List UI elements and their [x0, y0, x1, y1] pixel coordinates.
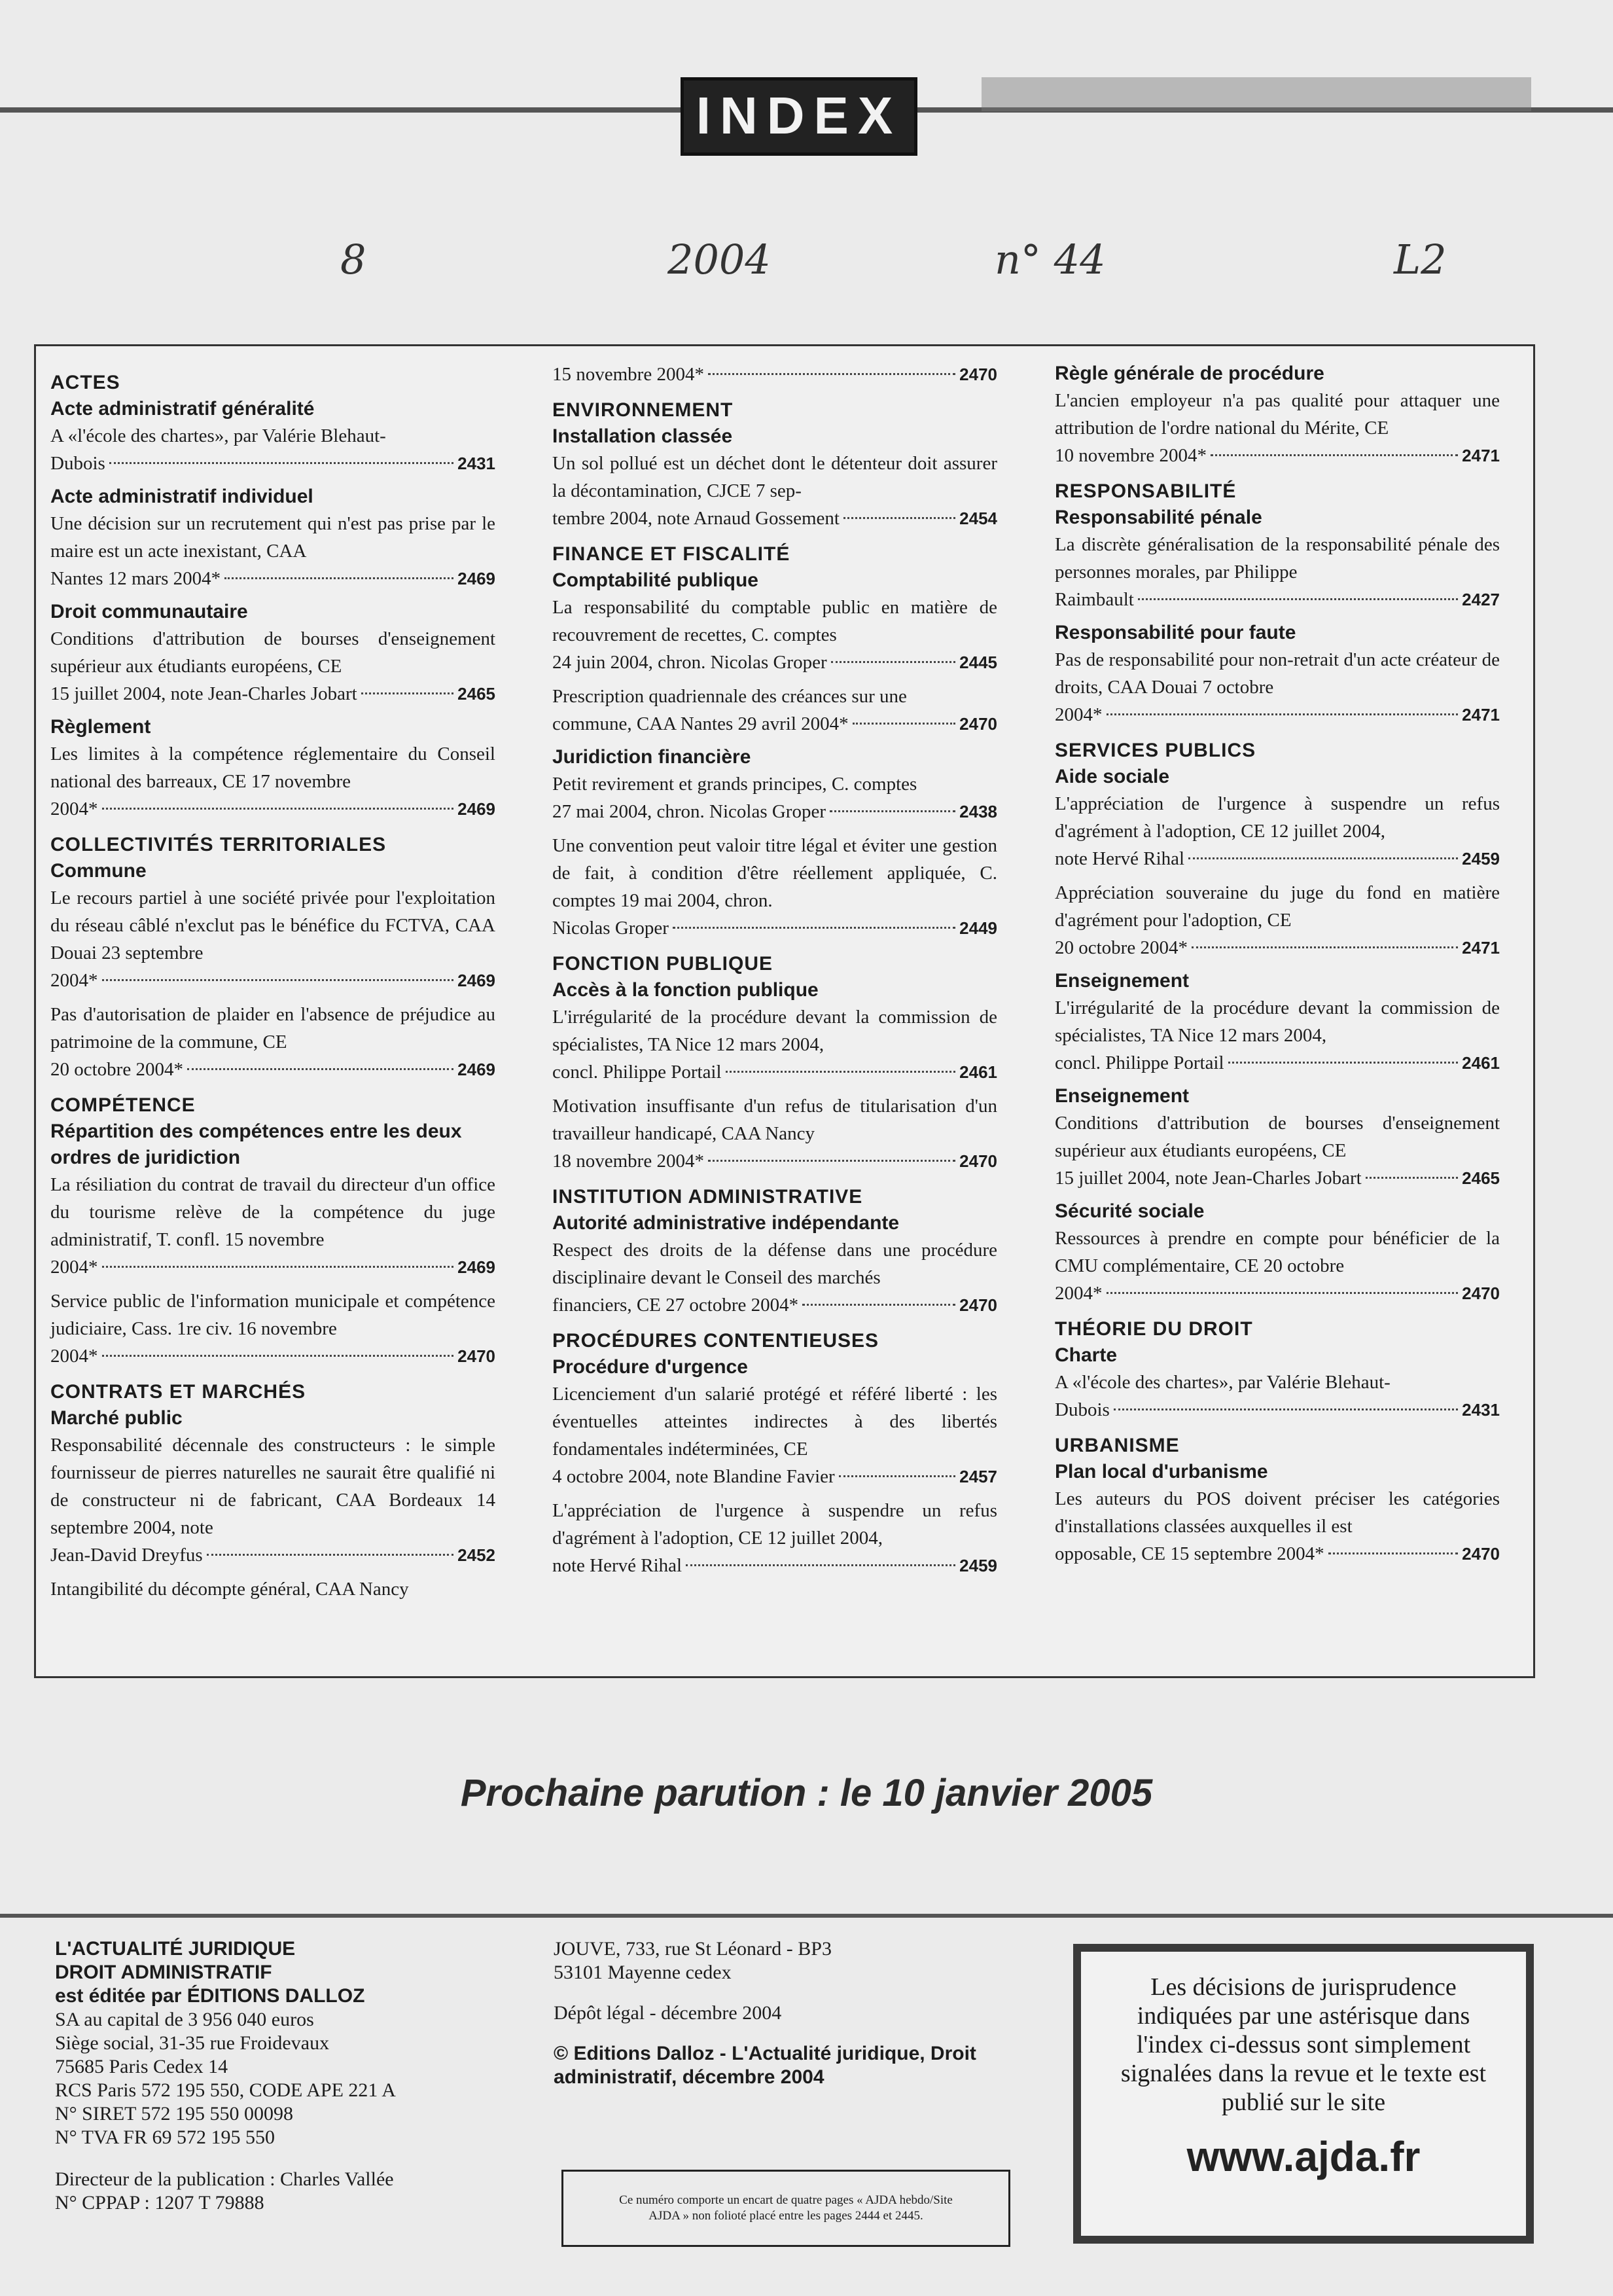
entry-reference: tembre 2004, note Arnaud Gossement: [552, 508, 840, 529]
entry-text: Pas d'autorisation de plaider en l'absence de préjudice au patrimoine de la commune, CE: [50, 1004, 495, 1052]
index-entry: [552, 361, 997, 388]
entry-text: Licenciement d'un salarié protégé et référé liberté : les éventuelles atteintes indirectes à des libertés fondamentales indéterminées, CE: [552, 1384, 997, 1460]
publisher-address: Siège social, 31-35 rue Froidevaux: [55, 2032, 330, 2054]
insert-note-box: [561, 2170, 1010, 2247]
subsection-heading: Marché public: [50, 1407, 183, 1429]
entry-reference: 20 octobre 2004*: [1055, 937, 1188, 958]
subsection-heading: Règle générale de procédure: [1055, 363, 1324, 384]
section-heading: CONTRATS ET MARCHÉS: [50, 1381, 306, 1403]
subsection-heading: Acte administratif individuel: [50, 486, 313, 507]
publisher-cppap: N° CPPAP : 1207 T 79888: [55, 2192, 264, 2214]
publisher-tva: N° TVA FR 69 572 195 550: [55, 2126, 275, 2148]
entry-reference: 24 juin 2004, chron. Nicolas Groper: [552, 652, 827, 673]
entry-reference: 2004*: [1055, 704, 1103, 725]
publisher-line1: L'ACTUALITÉ JURIDIQUE: [55, 1938, 296, 1960]
dot-leader: [673, 927, 955, 929]
section-heading: FINANCE ET FISCALITÉ: [552, 543, 790, 565]
entry-text: A «l'école des chartes», par Valérie Blehaut-: [50, 425, 386, 446]
entry-text: La résiliation du contrat de travail du directeur d'un office du tourisme relève de la compétence du juge administratif, T. confl. 15 novembre: [50, 1174, 495, 1250]
publisher-director: Directeur de la publication : Charles Vallée: [55, 2168, 394, 2190]
page-number[interactable]: 2454: [959, 509, 997, 528]
page-number[interactable]: 2431: [1462, 1400, 1500, 1420]
dot-leader: [102, 1355, 454, 1357]
index-entry: [552, 1236, 997, 1319]
subsection-heading: Procédure d'urgence: [552, 1356, 748, 1378]
publisher-line2: DROIT ADMINISTRATIF: [55, 1962, 272, 1983]
dot-leader: [187, 1068, 453, 1070]
entry-text: Responsabilité décennale des constructeurs : le simple fournisseur de pierres naturelles ne saurait être qualifié ni de constructeur ni de fabricant, CAA Bordeaux 14 septembre 2004, note: [50, 1435, 495, 1538]
index-frame: [34, 344, 1535, 1678]
next-issue-banner: Prochaine parution : le 10 janvier 2005: [460, 1772, 1153, 1814]
dot-leader: [1188, 857, 1458, 859]
index-entry: [552, 1380, 997, 1490]
subsection-heading: Acte administratif généralité: [50, 398, 315, 420]
index-entry: [552, 683, 997, 738]
subsection-heading: Règlement: [50, 716, 151, 738]
entry-text: La responsabilité du comptable public en matière de recouvrement de recettes, C. comptes: [552, 597, 997, 645]
entry-reference: 2004*: [50, 1346, 98, 1367]
entry-text: Les auteurs du POS doivent préciser les catégories d'installations classées auxquelles il est: [1055, 1488, 1500, 1537]
entry-text: L'irrégularité de la procédure devant la commission de spécialistes, TA Nice 12 mars 2004,: [1055, 997, 1500, 1046]
page-number[interactable]: 2470: [1462, 1544, 1500, 1564]
page-number[interactable]: 2469: [457, 799, 495, 819]
page-number[interactable]: 2469: [457, 569, 495, 588]
dot-leader: [361, 692, 453, 694]
publisher-rcs: RCS Paris 572 195 550, CODE APE 221 A: [55, 2079, 396, 2101]
entry-text: Une convention peut valoir titre légal et éviter une gestion de fait, à condition d'être réellement appliquée, C. comptes 19 mai 2004, chron.: [552, 835, 997, 911]
page-number[interactable]: 2470: [959, 714, 997, 734]
entry-text: Prescription quadriennale des créances sur une: [552, 686, 907, 707]
page-number[interactable]: 2469: [457, 1257, 495, 1277]
entry-text: Le recours partiel à une société privée pour l'exploitation du réseau câblé n'exclut pas le bénéfice du FCTVA, CAA Douai 23 septembre: [50, 888, 495, 963]
entry-reference: 2004*: [50, 1257, 98, 1278]
dot-leader: [831, 661, 956, 663]
entry-text: Un sol pollué est un déchet dont le détenteur doit assurer la décontamination, CJCE 7 sep-: [552, 453, 997, 501]
printer-address: JOUVE, 733, rue St Léonard - BP3: [554, 1938, 832, 1960]
index-entry: [50, 740, 495, 823]
index-entry: [552, 832, 997, 942]
section-heading: URBANISME: [1055, 1435, 1180, 1456]
section-heading: SERVICES PUBLICS: [1055, 740, 1256, 761]
subsection-heading: Autorité administrative indépendante: [552, 1212, 900, 1234]
dot-leader: [1138, 598, 1458, 600]
page-number[interactable]: 2470: [959, 1151, 997, 1171]
index-column-2: [552, 361, 997, 1586]
index-entry: [50, 1001, 495, 1083]
page-number[interactable]: 2461: [959, 1062, 997, 1082]
index-entry: [50, 884, 495, 994]
page-number[interactable]: 2469: [457, 1060, 495, 1079]
page-number[interactable]: 2470: [1462, 1283, 1500, 1303]
page-number[interactable]: 2469: [457, 971, 495, 990]
subsection-heading: Enseignement: [1055, 970, 1190, 992]
page-number[interactable]: 2427: [1462, 590, 1500, 609]
index-entry: [552, 1497, 997, 1579]
dot-leader: [1107, 713, 1459, 715]
entry-text: Ressources à prendre en compte pour bénéficier de la CMU complémentaire, CE 20 octobre: [1055, 1228, 1500, 1276]
index-entry: [552, 594, 997, 676]
dot-leader: [207, 1554, 453, 1556]
entry-reference: commune, CAA Nantes 29 avril 2004*: [552, 713, 849, 734]
dot-leader: [853, 723, 955, 725]
subsection-heading: Charte: [1055, 1344, 1118, 1366]
entry-reference: 2004*: [1055, 1283, 1103, 1304]
index-entry: [50, 1431, 495, 1569]
index-entry: [50, 422, 495, 477]
website-link[interactable]: www.ajda.fr: [1186, 2133, 1421, 2180]
dot-leader: [830, 810, 955, 812]
section-heading: COMPÉTENCE: [50, 1094, 196, 1116]
publisher-block: [55, 1937, 526, 2215]
entry-text: L'irrégularité de la procédure devant la commission de spécialistes, TA Nice 12 mars 2004,: [552, 1007, 997, 1055]
section-heading: ACTES: [50, 372, 120, 393]
index-entry: [1055, 1369, 1500, 1424]
entry-reference: 2004*: [50, 798, 98, 819]
index-entry: [552, 1003, 997, 1086]
subsection-heading: Aide sociale: [1055, 766, 1170, 787]
insert-note: Ce numéro comporte un encart de quatre pages « AJDA hebdo/Site AJDA » non folioté placé entre les pages 2444 et 2445.: [619, 2193, 953, 2223]
handwritten-note-4: L2: [1394, 236, 1447, 283]
entry-reference: concl. Philippe Portail: [1055, 1052, 1224, 1073]
dot-leader: [1328, 1552, 1459, 1554]
subsection-heading: Juridiction financière: [552, 746, 751, 768]
entry-text: La discrète généralisation de la responsabilité pénale des personnes morales, par Philippe: [1055, 534, 1500, 583]
dot-leader: [686, 1564, 955, 1566]
page-number[interactable]: 2471: [1462, 446, 1500, 465]
entry-text: Motivation insuffisante d'un refus de titularisation d'un travailleur handicapé, CAA Nancy: [552, 1096, 997, 1144]
entry-text: Respect des droits de la défense dans une procédure disciplinaire devant le Conseil des marchés: [552, 1240, 997, 1288]
publisher-line3: est éditée par ÉDITIONS DALLOZ: [55, 1985, 365, 2007]
publisher-siret: N° SIRET 572 195 550 00098: [55, 2103, 293, 2125]
page-number[interactable]: 2452: [457, 1545, 495, 1565]
entry-text: Appréciation souveraine du juge du fond en matière d'agrément pour l'adoption, CE: [1055, 882, 1500, 931]
entry-reference: 20 octobre 2004*: [50, 1059, 183, 1080]
index-entry: [1055, 994, 1500, 1077]
entry-reference: Nantes 12 mars 2004*: [50, 568, 221, 589]
section-heading: FONCTION PUBLIQUE: [552, 953, 773, 975]
entry-reference: 15 novembre 2004*: [552, 364, 704, 385]
dot-leader: [1211, 454, 1458, 456]
handwritten-note-1: 8: [340, 236, 366, 283]
index-entry: [1055, 1109, 1500, 1192]
publisher-city: 75685 Paris Cedex 14: [55, 2056, 228, 2077]
index-entry: [1055, 646, 1500, 728]
dot-leader: [708, 1160, 955, 1162]
dot-leader: [1107, 1292, 1459, 1294]
entry-text: L'appréciation de l'urgence à suspendre un refus d'agrément à l'adoption, CE 12 juillet 2004,: [552, 1500, 997, 1549]
section-heading: THÉORIE DU DROIT: [1055, 1318, 1253, 1340]
printer-city: 53101 Mayenne cedex: [554, 1962, 732, 1983]
dot-leader: [1114, 1408, 1458, 1410]
page-number[interactable]: 2461: [1462, 1053, 1500, 1073]
entry-reference: Dubois: [50, 453, 105, 474]
page-number[interactable]: 2465: [457, 684, 495, 704]
index-entry: [50, 625, 495, 708]
dot-leader: [802, 1304, 955, 1306]
index-entry: [1055, 879, 1500, 961]
index-entry: [1055, 387, 1500, 469]
entry-text: Pas de responsabilité pour non-retrait d'un acte créateur de droits, CAA Douai 7 octobre: [1055, 649, 1500, 698]
entry-text: L'ancien employeur n'a pas qualité pour attaquer une attribution de l'ordre national du Mérite, CE: [1055, 390, 1500, 439]
dot-leader: [224, 577, 453, 579]
page-number[interactable]: 2445: [959, 653, 997, 672]
entry-text: Petit revirement et grands principes, C. comptes: [552, 774, 917, 795]
section-heading: RESPONSABILITÉ: [1055, 480, 1237, 502]
handwritten-note-3: n° 44: [995, 236, 1106, 283]
entry-reference: 27 mai 2004, chron. Nicolas Groper: [552, 801, 826, 822]
subsection-heading: Plan local d'urbanisme: [1055, 1461, 1268, 1482]
entry-reference: 2004*: [50, 970, 98, 991]
entry-text: Conditions d'attribution de bourses d'enseignement supérieur aux étudiants européens, CE: [1055, 1113, 1500, 1161]
index-entry: [50, 1287, 495, 1370]
entry-reference: 10 novembre 2004*: [1055, 445, 1207, 466]
entry-text: L'appréciation de l'urgence à suspendre un refus d'agrément à l'adoption, CE 12 juillet 2004,: [1055, 793, 1500, 842]
page-number[interactable]: 2459: [959, 1556, 997, 1575]
entry-reference: note Hervé Rihal: [552, 1555, 682, 1576]
subsection-heading: Droit communautaire: [50, 601, 248, 622]
entry-text: Les limites à la compétence réglementaire du Conseil national des barreaux, CE 17 novembre: [50, 744, 495, 792]
section-heading: INSTITUTION ADMINISTRATIVE: [552, 1186, 863, 1208]
page-number[interactable]: 2470: [959, 365, 997, 384]
subsection-heading: Responsabilité pénale: [1055, 507, 1262, 528]
subsection-heading: Commune: [50, 860, 147, 882]
page-number[interactable]: 2471: [1462, 705, 1500, 725]
index-column-3: [1055, 361, 1500, 1574]
entry-reference: Raimbault: [1055, 589, 1134, 610]
index-entry: [1055, 1485, 1500, 1568]
entry-reference: Nicolas Groper: [552, 918, 669, 939]
entry-reference: Jean-David Dreyfus: [50, 1545, 203, 1566]
page-number[interactable]: 2449: [959, 918, 997, 938]
legal-deposit: Dépôt légal - décembre 2004: [554, 2002, 782, 2024]
asterisk-notice-box: [1073, 1944, 1534, 2244]
index-entry: [552, 450, 997, 532]
publisher-capital: SA au capital de 3 956 040 euros: [55, 2009, 314, 2030]
page-number[interactable]: 2471: [1462, 938, 1500, 958]
index-entry: [1055, 790, 1500, 872]
entry-reference: opposable, CE 15 septembre 2004*: [1055, 1543, 1324, 1564]
dot-leader: [1366, 1177, 1458, 1179]
index-entry: [50, 1171, 495, 1281]
subsection-heading: Sécurité sociale: [1055, 1200, 1205, 1222]
dot-leader: [708, 373, 955, 375]
page-number[interactable]: 2470: [457, 1346, 495, 1366]
dot-leader: [1192, 946, 1458, 948]
page-number[interactable]: 2459: [1462, 849, 1500, 869]
subsection-heading: Répartition des compétences entre les deux ordres de juridiction: [50, 1121, 462, 1168]
entry-reference: financiers, CE 27 octobre 2004*: [552, 1295, 799, 1316]
subsection-heading: Enseignement: [1055, 1085, 1190, 1107]
page-number[interactable]: 2465: [1462, 1168, 1500, 1188]
page-title: INDEX: [681, 77, 917, 156]
entry-text: Conditions d'attribution de bourses d'enseignement supérieur aux étudiants européens, CE: [50, 628, 495, 677]
entry-reference: Dubois: [1055, 1399, 1110, 1420]
dot-leader: [102, 979, 454, 981]
dot-leader: [839, 1475, 955, 1477]
bleed-through-banner: [982, 77, 1531, 111]
index-column-1: [50, 361, 495, 1609]
section-heading: COLLECTIVITÉS TERRITORIALES: [50, 834, 387, 855]
dot-leader: [102, 1266, 454, 1268]
index-entry: [552, 770, 997, 825]
dot-leader: [726, 1071, 956, 1073]
copyright: © Editions Dalloz - L'Actualité juridique, Droit administratif, décembre 2004: [554, 2043, 976, 2088]
entry-text: A «l'école des chartes», par Valérie Blehaut-: [1055, 1372, 1391, 1393]
page-number[interactable]: 2431: [457, 454, 495, 473]
entry-text: Une décision sur un recrutement qui n'est pas prise par le maire est un acte inexistant, CAA: [50, 513, 495, 562]
dot-leader: [1228, 1062, 1459, 1064]
subsection-heading: Responsabilité pour faute: [1055, 622, 1296, 643]
entry-text: Service public de l'information municipale et compétence judiciaire, Cass. 1re civ. 16 novembre: [50, 1291, 495, 1339]
handwritten-note-2: 2004: [667, 236, 771, 283]
entry-reference: 18 novembre 2004*: [552, 1151, 704, 1172]
entry-reference: 15 juillet 2004, note Jean-Charles Jobart: [50, 683, 357, 704]
footer-rule: [0, 1914, 1613, 1918]
dot-leader: [109, 462, 453, 464]
entry-reference: 15 juillet 2004, note Jean-Charles Jobart: [1055, 1168, 1362, 1189]
section-heading: PROCÉDURES CONTENTIEUSES: [552, 1330, 879, 1352]
subsection-heading: Installation classée: [552, 425, 733, 447]
dot-leader: [843, 517, 955, 519]
index-entry: [552, 1092, 997, 1175]
subsection-heading: Accès à la fonction publique: [552, 979, 819, 1001]
index-entry-text: Intangibilité du décompte général, CAA Nancy: [50, 1579, 409, 1600]
section-heading: ENVIRONNEMENT: [552, 399, 734, 421]
dot-leader: [102, 808, 454, 810]
page-number[interactable]: 2457: [959, 1467, 997, 1486]
asterisk-notice-text: Les décisions de jurisprudence indiquées par une astérisque dans l'index ci-dessus sont simplement signalées dans la revue et le texte est publié sur le site: [1120, 1973, 1487, 2116]
printer-block: [554, 1937, 1025, 2089]
index-entry: [50, 510, 495, 592]
entry-reference: note Hervé Rihal: [1055, 848, 1185, 869]
index-entry: [1055, 1225, 1500, 1307]
index-entry: [1055, 531, 1500, 613]
subsection-heading: Comptabilité publique: [552, 569, 758, 591]
page-number[interactable]: 2438: [959, 802, 997, 821]
page-number[interactable]: 2470: [959, 1295, 997, 1315]
entry-reference: concl. Philippe Portail: [552, 1062, 722, 1083]
entry-reference: 4 octobre 2004, note Blandine Favier: [552, 1466, 835, 1487]
